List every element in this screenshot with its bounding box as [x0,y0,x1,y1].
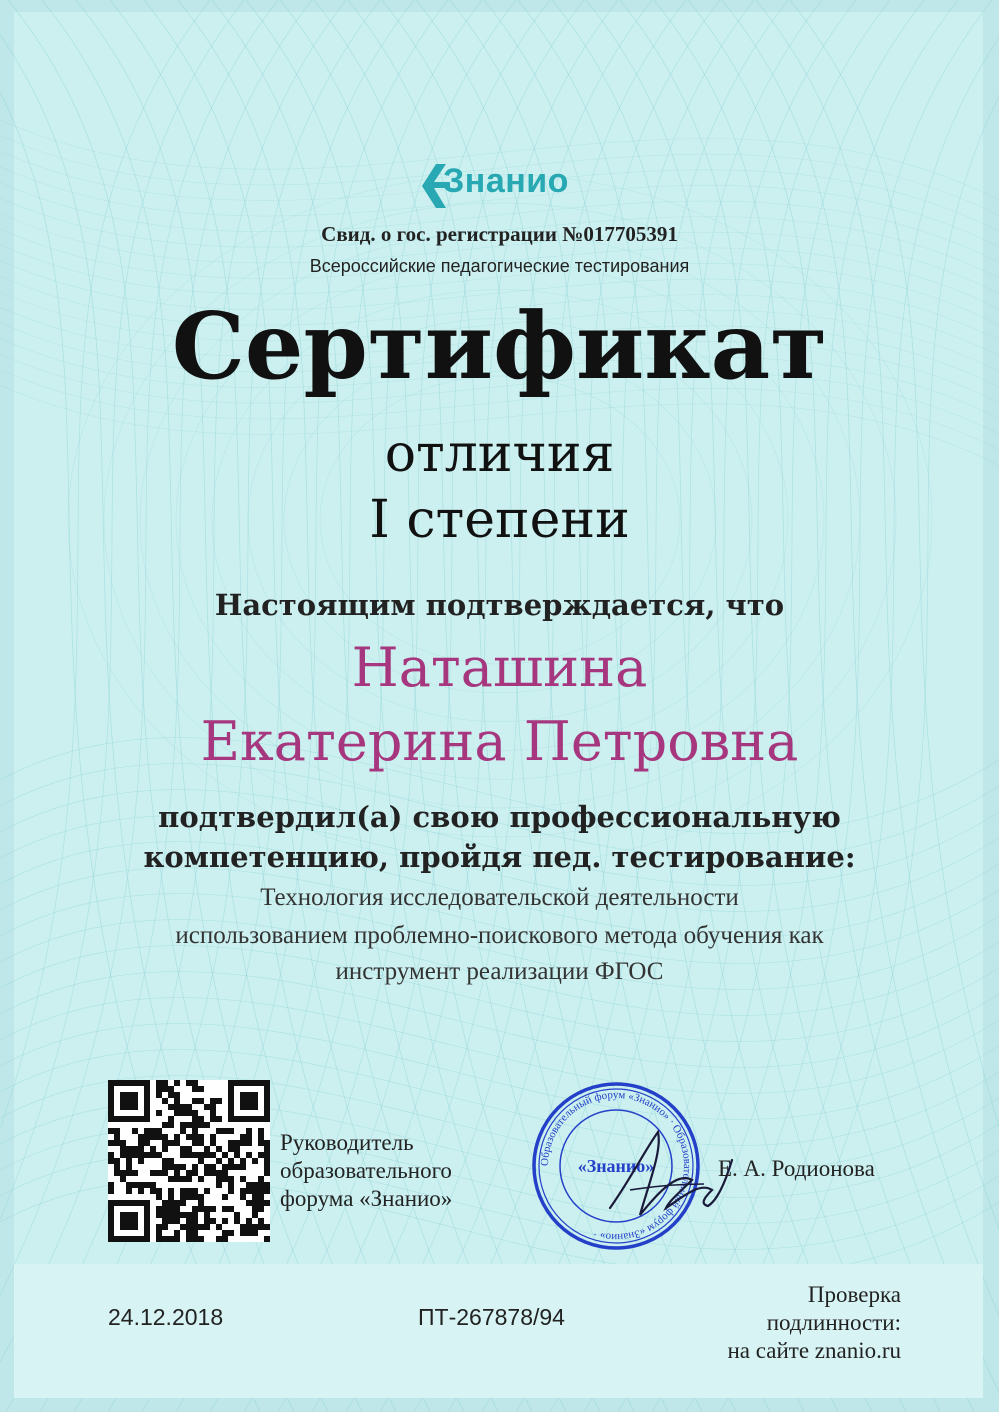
qr-code-icon[interactable] [108,1080,270,1242]
recipient-name: Екатерина Петровна [200,710,799,773]
certificate-number: ПТ-267878/94 [418,1304,565,1330]
course-line-2: использованием проблемно-поискового метода обучения как [175,922,824,949]
confirmation-text: Настоящим подтверждается, что [214,588,785,622]
subtitle: Всероссийские педагогические тестирования [309,256,690,276]
verify-line-2: подлинности: [766,1310,901,1335]
verify-line-1: Проверка [807,1282,901,1307]
svg-text:«Знанио»: «Знанио» [577,1156,655,1176]
signatory-role-line-1: Руководитель [280,1130,414,1155]
issue-date: 24.12.2018 [108,1304,224,1330]
degree-line-1: отличия [384,424,615,484]
registration-number: Свид. о гос. регистрации №017705391 [321,222,678,246]
certificate-title: Сертификат [171,292,828,400]
signatory-name: Е. А. Родионова [718,1156,875,1181]
svg-text:Образовательный форум «Знанио»: Образовательный форум «Знанио» · Образовательный форум «Знанио» · [538,1088,694,1244]
degree-line-2: I степени [369,490,630,550]
course-line-1: Технология исследовательской деятельности [260,884,739,911]
competence-line-2: компетенцию, пройдя пед. тестирование: [143,840,856,874]
logo-text: Знанио [443,162,569,200]
signatory-role-line-3: форума «Знанио» [280,1186,453,1211]
competence-line-1: подтвердил(а) свою профессиональную [158,800,841,834]
signatory-role-line-2: образовательного [280,1158,452,1183]
recipient-surname: Наташина [351,636,648,699]
verify-link[interactable]: на сайте znanio.ru [727,1338,901,1363]
course-line-3: инструмент реализации ФГОС [335,958,664,985]
